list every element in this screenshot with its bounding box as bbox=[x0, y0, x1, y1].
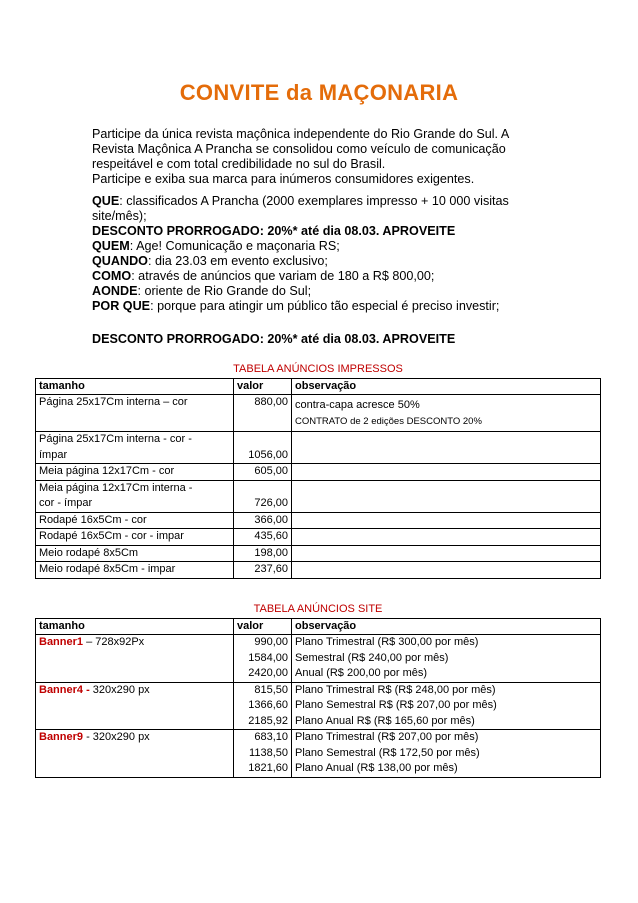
cell-tamanho bbox=[36, 635, 234, 683]
porque-label: POR QUE bbox=[92, 299, 151, 313]
obs-line: Plano Anual (R$ 138,00 por mês) bbox=[295, 762, 458, 774]
valor-line: 683,10 bbox=[254, 731, 288, 743]
table-site bbox=[35, 602, 601, 778]
table-row bbox=[36, 395, 601, 432]
banner-name: Banner4 - bbox=[39, 683, 90, 696]
valor-line: 1366,60 bbox=[248, 699, 288, 711]
table-title: TABELA ANÚNCIOS IMPRESSOS bbox=[36, 362, 601, 378]
page-title: CONVITE da MAÇONARIA bbox=[179, 80, 459, 105]
cell-valor: 198,00 bbox=[234, 545, 292, 562]
cell-observacao bbox=[292, 730, 601, 778]
info-aonde bbox=[92, 284, 532, 299]
banner-size: – 728x92Px bbox=[83, 636, 145, 648]
table-impressos bbox=[35, 362, 601, 579]
banner-size: 320x290 px bbox=[89, 683, 150, 696]
que-text: : classificados A Prancha (2000 exemplares impresso + 10 000 visitas bbox=[119, 194, 509, 208]
info-porque bbox=[92, 299, 532, 314]
obs-line: Plano Anual R$ (R$ 165,60 por mês) bbox=[295, 714, 475, 727]
table-title: TABELA ANÚNCIOS SITE bbox=[36, 602, 601, 618]
cell-observacao bbox=[292, 545, 601, 562]
table-row bbox=[36, 432, 601, 464]
cell-valor: 605,00 bbox=[234, 464, 292, 481]
quando-label: QUANDO bbox=[92, 254, 148, 268]
intro-line: Participe e exiba sua marca para inúmeros consumidores exigentes. bbox=[92, 172, 475, 186]
cell-observacao bbox=[292, 682, 601, 730]
valor-line: 1584,00 bbox=[248, 651, 288, 664]
final-desconto: DESCONTO PRORROGADO: 20%* até dia 08.03. APROVEITE bbox=[92, 332, 456, 346]
valor-line: 815,50 bbox=[254, 683, 288, 696]
como-label: COMO bbox=[92, 269, 132, 283]
obs-line: contra-capa acresce 50% bbox=[295, 399, 420, 411]
cell-tamanho: Página 25x17Cm interna – cor bbox=[36, 395, 234, 432]
header-valor: valor bbox=[234, 378, 292, 395]
info-como bbox=[92, 269, 532, 284]
quem-label: QUEM bbox=[92, 239, 130, 253]
header-valor: valor bbox=[234, 618, 292, 635]
cell-valor: 1056,00 bbox=[234, 432, 292, 464]
obs-line: Plano Semestral R$ (R$ 207,00 por mês) bbox=[295, 699, 497, 711]
cell-tamanho: Meio rodapé 8x5Cm bbox=[36, 545, 234, 562]
table-row bbox=[36, 682, 601, 730]
cell-tamanho: Meia página 12x17Cm - cor bbox=[36, 464, 234, 481]
info-que-cont: site/mês); bbox=[92, 209, 147, 223]
cell-valor bbox=[234, 730, 292, 778]
cell-observacao bbox=[292, 562, 601, 579]
cell-observacao bbox=[292, 395, 601, 432]
info-que bbox=[92, 194, 532, 209]
porque-text: : porque para atingir um público tão especial é preciso investir; bbox=[150, 299, 500, 313]
obs-line: Plano Trimestral (R$ 207,00 por mês) bbox=[295, 731, 479, 743]
cell-valor bbox=[234, 682, 292, 730]
valor-line: 1138,50 bbox=[249, 746, 288, 759]
valor-line: 1821,60 bbox=[248, 762, 288, 774]
obs-line: CONTRATO de 2 edições DESCONTO 20% bbox=[295, 415, 482, 427]
banner-size: - 320x290 px bbox=[83, 731, 150, 743]
valor-line: 2185,92 bbox=[248, 714, 288, 727]
cell-observacao bbox=[292, 529, 601, 546]
tamanho-line: Meia página 12x17Cm interna - bbox=[39, 481, 193, 494]
info-list bbox=[92, 194, 532, 314]
header-tamanho: tamanho bbox=[36, 378, 234, 395]
valor-line: 990,00 bbox=[254, 636, 288, 648]
cell-valor: 880,00 bbox=[234, 395, 292, 432]
obs-line: Plano Trimestral R$ (R$ 248,00 por mês) bbox=[295, 683, 496, 696]
table-row bbox=[36, 529, 601, 546]
aonde-text: : oriente de Rio Grande do Sul; bbox=[137, 284, 312, 298]
cell-tamanho bbox=[36, 480, 234, 512]
cell-valor: 435,60 bbox=[234, 529, 292, 546]
quem-text: : Age! Comunicação e maçonaria RS; bbox=[129, 239, 340, 253]
cell-valor bbox=[234, 635, 292, 683]
tamanho-line: cor - ímpar bbox=[39, 497, 93, 509]
table-row bbox=[36, 635, 601, 683]
obs-line: Semestral (R$ 240,00 por mês) bbox=[295, 651, 449, 664]
obs-line: Plano Trimestral (R$ 300,00 por mês) bbox=[295, 636, 479, 648]
valor-line: 2420,00 bbox=[248, 667, 288, 679]
info-quem bbox=[92, 239, 532, 254]
banner-name: Banner9 bbox=[39, 731, 84, 743]
que-label: QUE bbox=[92, 194, 120, 208]
cell-valor: 726,00 bbox=[234, 480, 292, 512]
cell-observacao bbox=[292, 480, 601, 512]
cell-tamanho: Rodapé 16x5Cm - cor - impar bbox=[36, 529, 234, 546]
intro-paragraph bbox=[92, 127, 532, 187]
cell-observacao bbox=[292, 635, 601, 683]
intro-line: Revista Maçônica A Prancha se consolidou como veículo de comunicação bbox=[92, 142, 506, 156]
obs-line: Anual (R$ 200,00 por mês) bbox=[295, 667, 428, 679]
cell-tamanho bbox=[36, 682, 234, 730]
table-row bbox=[36, 562, 601, 579]
aonde-label: AONDE bbox=[92, 284, 138, 298]
table-row bbox=[36, 545, 601, 562]
cell-valor: 366,00 bbox=[234, 512, 292, 529]
tamanho-line: Página 25x17Cm interna - cor - bbox=[39, 433, 192, 445]
cell-tamanho bbox=[36, 730, 234, 778]
como-text: : através de anúncios que variam de 180 a R$ 800,00; bbox=[131, 269, 435, 283]
desconto-text: DESCONTO PRORROGADO: 20%* até dia 08.03. APROVEITE bbox=[92, 224, 456, 238]
quando-text: : dia 23.03 em evento exclusivo; bbox=[147, 254, 328, 268]
cell-tamanho bbox=[36, 432, 234, 464]
obs-line: Plano Semestral (R$ 172,50 por mês) bbox=[295, 746, 480, 759]
header-observacao: observação bbox=[292, 618, 601, 635]
table-row bbox=[36, 464, 601, 481]
header-tamanho: tamanho bbox=[36, 618, 234, 635]
info-quando bbox=[92, 254, 532, 269]
table-row bbox=[36, 730, 601, 778]
cell-tamanho: Meio rodapé 8x5Cm - impar bbox=[36, 562, 234, 579]
info-desconto bbox=[92, 224, 532, 239]
cell-observacao bbox=[292, 464, 601, 481]
tamanho-line: ímpar bbox=[39, 448, 68, 461]
banner-name: Banner1 bbox=[39, 636, 84, 648]
intro-line: respeitável e com total credibilidade no sul do Brasil. bbox=[92, 157, 386, 171]
intro-line: Participe da única revista maçônica independente do Rio Grande do Sul. A bbox=[92, 127, 510, 141]
cell-valor: 237,60 bbox=[234, 562, 292, 579]
cell-observacao bbox=[292, 512, 601, 529]
table-row bbox=[36, 480, 601, 512]
header-observacao: observação bbox=[292, 378, 601, 395]
cell-observacao bbox=[292, 432, 601, 464]
table-row bbox=[36, 512, 601, 529]
cell-tamanho: Rodapé 16x5Cm - cor bbox=[36, 512, 234, 529]
